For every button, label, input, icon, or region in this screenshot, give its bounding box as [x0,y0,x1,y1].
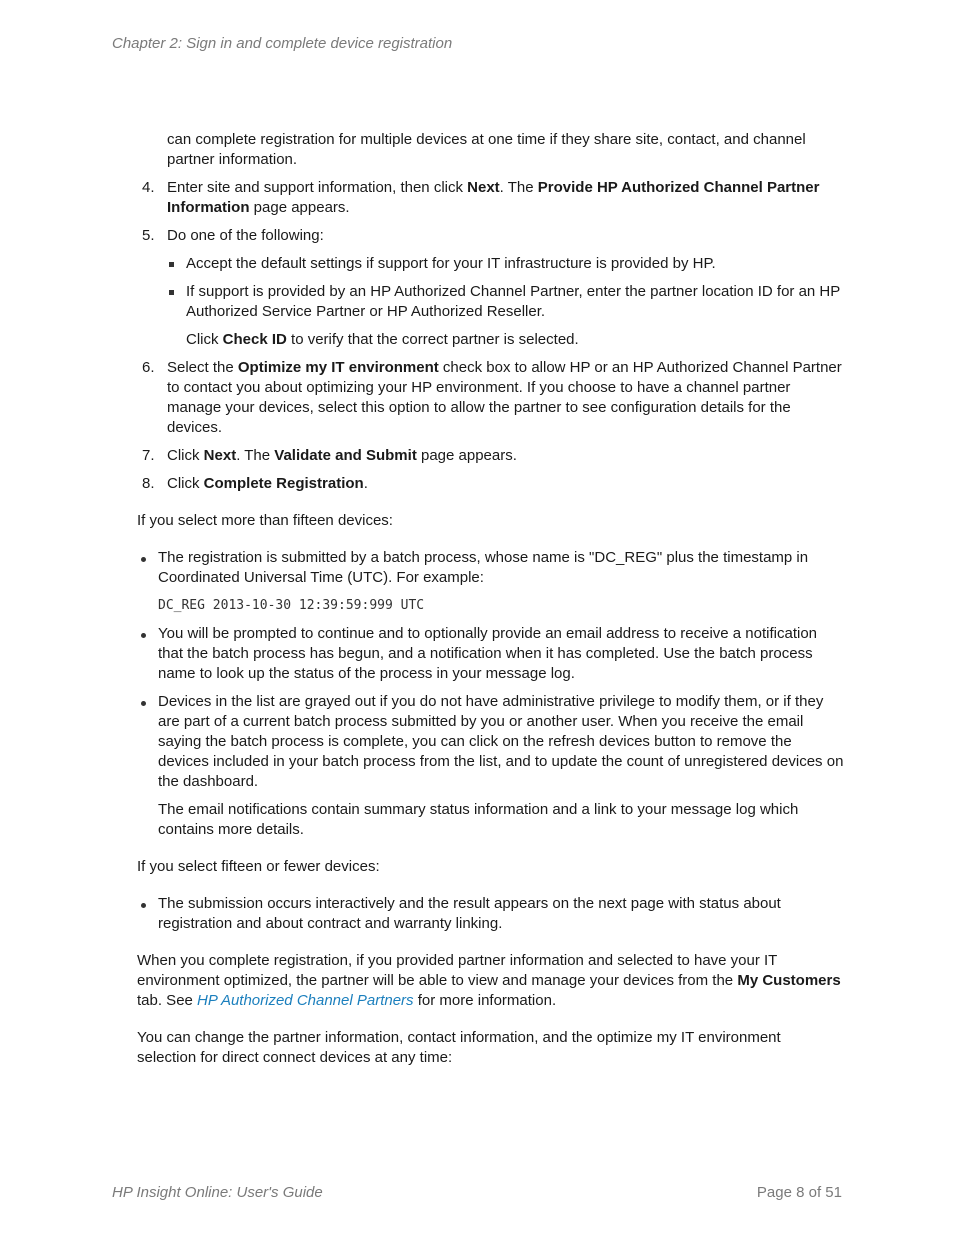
step-bold-next: Next [467,179,500,196]
step-5 [137,226,844,350]
step-7 [137,446,844,466]
step-8 [137,474,844,494]
step-text: . [363,475,368,492]
step-4 [137,178,844,218]
check-id-note [186,330,844,350]
page-header: Chapter 2: Sign in and complete device registration [112,35,453,52]
list-item-text: Devices in the list are grayed out if you do not have administrative privilege to modify them, or if they are part of a current batch process submitted by you or another user. When you receive the email saying the batch process is complete, you can click on the refresh devices button to remove the devices included in your batch process from the list, and to update the count of unregistered devices on the dashboard. [158,693,844,790]
note-bold-check-id: Check ID [222,331,287,348]
step-number: 4. [142,179,155,196]
step-text: . The [236,447,275,464]
step-number: 5. [142,227,155,244]
intro-continuation: can complete registration for multiple devices at one time if they share site, contact, and channel partner information. [167,131,806,168]
step-bold-optimize: Optimize my IT environment [237,359,439,376]
list-item-text: If support is provided by an HP Authorized Channel Partner, enter the partner location ID for an HP Authorized Service Partner or HP Authorized Reseller. [186,283,840,320]
list-item [167,254,844,274]
complete-registration-paragraph [137,951,844,1011]
round-bullet-icon [141,633,146,638]
fifteen-or-fewer-list [137,894,844,934]
step-5-options [167,254,844,322]
list-item-text: The submission occurs interactively and the result appears on the next page with status about registration and about contract and warranty linking. [158,895,781,932]
step-text: page appears. [249,199,350,216]
hp-authorized-channel-partners-link[interactable]: HP Authorized Channel Partners [197,992,414,1009]
round-bullet-icon [141,701,146,706]
bold-my-customers: My Customers [737,972,841,989]
list-item-text: The registration is submitted by a batch process, whose name is "DC_REG" plus the timestamp in Coordinated Universal Time (UTC). For example: [158,549,809,586]
fifteen-or-fewer-heading: If you select fifteen or fewer devices: [137,858,380,875]
list-item [137,894,844,934]
step-bold-complete-registration: Complete Registration [203,475,364,492]
step-text: Select the [167,359,238,376]
more-than-fifteen-heading: If you select more than fifteen devices: [137,512,393,529]
paragraph-text: tab. See [137,992,198,1009]
note-text: Click [186,331,223,348]
step-bold-next: Next [203,447,237,464]
registration-steps [137,178,844,494]
list-item [137,548,844,616]
round-bullet-icon [141,557,146,562]
email-notification-note: The email notifications contain summary status information and a link to your message log which contains more details. [158,801,799,838]
step-bold-page-name: Validate and Submit [274,447,417,464]
step-number: 8. [142,475,155,492]
step-number: 6. [142,359,155,376]
step-text: page appears. [416,447,517,464]
change-partner-paragraph: You can change the partner information, contact information, and the optimize my IT environment selection for direct connect devices at any time: [137,1029,781,1066]
step-text: . The [499,179,538,196]
step-text: check box to allow HP or an HP Authorized Channel Partner to contact you about optimizing your HP environment. If you choose to have a channel partner manage your devices, select this option to allow the partner to see configuration details for the devices. [167,359,842,436]
page-content [137,130,844,1085]
step-bold-page-name: Provide HP Authorized Channel Partner Information [167,179,820,216]
batch-name-example: DC_REG 2013-10-30 12:39:59:999 UTC [158,598,425,613]
footer-page-number: Page 8 of 51 [756,1184,842,1201]
step-number: 7. [142,447,155,464]
more-than-fifteen-list [137,548,844,840]
paragraph-text: When you complete registration, if you provided partner information and selected to have your IT environment optimized, the partner will be able to view and manage your devices from the [137,952,778,989]
round-bullet-icon [141,903,146,908]
paragraph-text: for more information. [413,992,557,1009]
list-item-text: You will be prompted to continue and to optionally provide an email address to receive a notification that the batch process has begun, and a notification when it has completed. Use the batch process name to look up the status of the process in your message log. [158,625,818,682]
footer-guide-title: HP Insight Online: User's Guide [112,1184,323,1201]
note-text: to verify that the correct partner is selected. [286,331,579,348]
step-text: Click [167,475,204,492]
list-item [167,282,844,322]
step-text: Do one of the following: [167,227,324,244]
square-bullet-icon [169,262,174,267]
list-item [137,692,844,840]
list-item-text: Accept the default settings if support for your IT infrastructure is provided by HP. [186,255,716,272]
step-text: Click [167,447,204,464]
list-item [137,624,844,684]
step-text: Enter site and support information, then click [167,179,468,196]
square-bullet-icon [169,290,174,295]
step-6 [137,358,844,438]
